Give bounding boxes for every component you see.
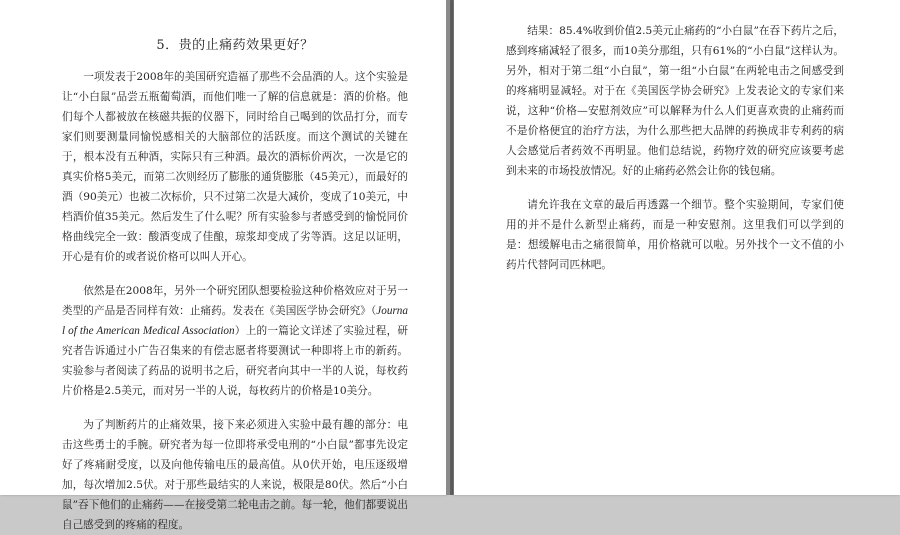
chapter-title: 5．贵的止痛药效果更好？ xyxy=(156,38,314,53)
page-left xyxy=(0,0,446,531)
paragraph-conclusion: 请允许我在文章的最后再透露一个细节。整个实验期间，专家们使用的并不是什么新型止痛药，而是一种安慰剂。这里我们可以学到的是：想缓解电击之痛很简单，用价格就可以啦。另外找个一文不值的小药片代替阿司匹林吧。 xyxy=(506,199,844,271)
paragraph-painkiller-study xyxy=(62,281,408,401)
paragraph-painkiller-text-before: 依然是在2008年，另外一个研究团队想要检验这种价格效应对于另一类型的产品是否同样有效：止痛药。发表在《美国医学协会研究》（ xyxy=(62,285,408,317)
paragraph-electric-shock: 为了判断药片的止痛效果，接下来必须进入实验中最有趣的部分：电击这些勇士的手腕。研究者为每一位即将承受电刑的“小白鼠”都事先设定好了疼痛耐受度，以及向他传输电压的最高值。从0伏开始，电压逐级增加，每次增加2.5伏。对于那些最结实的人来说，极限是80伏。然后“小白鼠”吞下他们的止痛药——在接受第二轮电击之前。每一轮，他们都要说出自己感受到的疼痛的程度。 xyxy=(62,419,408,531)
page-right xyxy=(454,0,900,495)
scrollbar[interactable] xyxy=(450,0,453,495)
paragraph-wine-study: 一项发表于2008年的美国研究造福了那些不会品酒的人。这个实验是让“小白鼠”品尝五瓶葡萄酒，而他们唯一了解的信息就是：酒的价格。他们每个人都被放在核磁共振的仪器下，同时给自己喝到的饮品打分，而专家们则要测量同愉悦感相关的大脑部位的活跃度。而这个测试的关键在于，根本没有五种酒，实际只有三种酒。最次的酒标价两次，一次是它的真实价格5美元，而第二次则经历了膨胀的通货膨胀（45美元），而最好的酒（90美元）也被二次标价，只不过第二次是大减价，变成了10美元，中档酒价值35美元。然后发生了什么呢？所有实验参与者感受到的愉悦同价格曲线完全一致：酸酒变成了佳酿，琼浆却变成了劣等酒。这足以证明，开心是有价的或者说价格可以叫人开心。 xyxy=(62,71,408,263)
journal-name-italic: Journal of the American Medical Association xyxy=(62,305,408,337)
paragraph-painkiller-text-after: ）上的一篇论文详述了实验过程，研究者告诉通过小广告召集来的有偿志愿者将要测试一种即将上市的新药。实验参与者阅读了药品的说明书之后，研究者向其中一半的人说，每枚药片价格是2.5美元，而对另一半的人说，每枚药片的价格是10美分。 xyxy=(62,325,408,397)
paragraph-results: 结果：85.4%收到价值2.5美元止痛药的“小白鼠”在吞下药片之后，感到疼痛减轻了很多，而10美分那组，只有61%的“小白鼠”这样认为。另外，相对于第二组“小白鼠”，第一组“小白鼠”在两轮电击之间感受到的疼痛明显减轻。对于在《美国医学协会研究》上发表论文的专家们来说，这种“价格—安慰剂效应”可以解释为什么人们更喜欢贵的止痛药而不是价格便宜的治疗方法，为什么那些把大品牌的药换成非专利药的病人会感觉后者药效不再明显。他们总结说，药物疗效的研究应该要考虑到未来的市场投放情况。好的止痛药必然会让你的钱包痛。 xyxy=(506,25,844,177)
